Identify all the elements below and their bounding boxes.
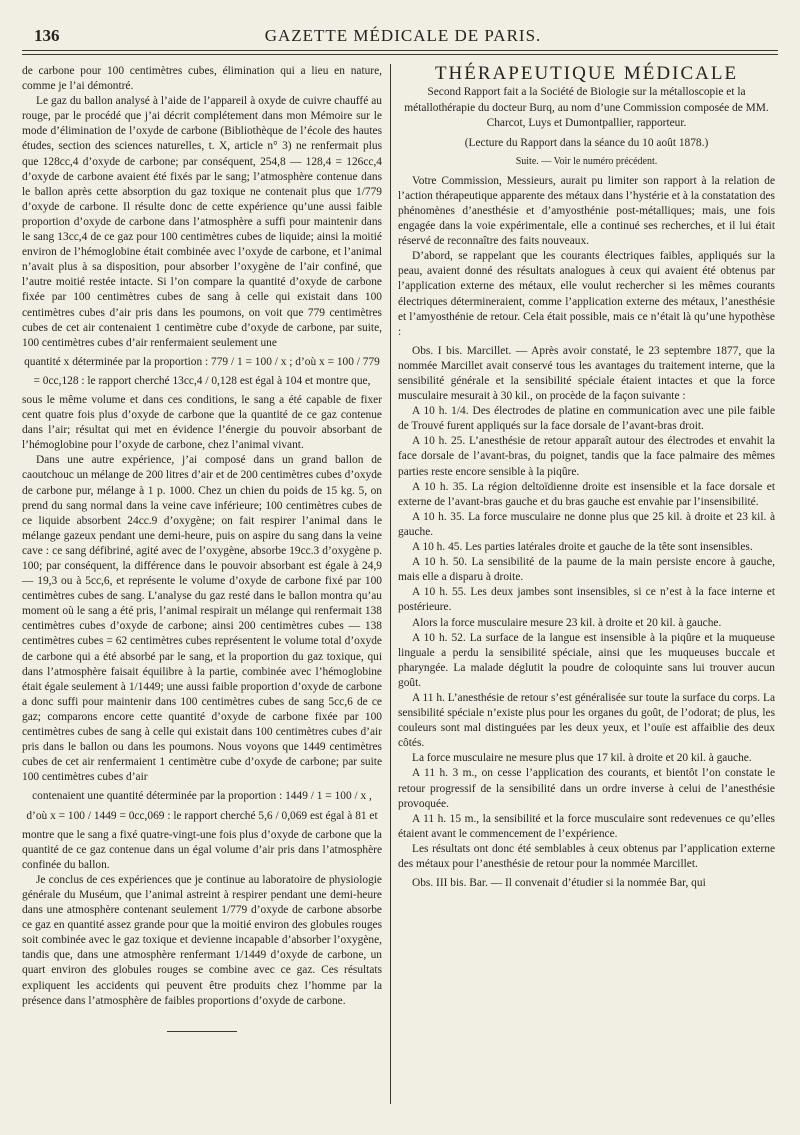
- formula-proportion: contenaient une quantité déterminée par la proportion : 1449 / 1 = 100 / x ,: [32, 790, 372, 803]
- paragraph: A 11 h. L’anesthésie de retour s’est généralisée sur toute la surface du corps. La sensibilité spéciale n’existe plus pour les organes du goût, de l’odorat; de plus, les couleurs sont mal distinguées par les deux yeux, et l’ouïe est affaiblie des deux côtés.: [398, 691, 775, 750]
- paragraph: Les résultats ont donc été semblables à ceux obtenus par l’application externe des métaux pour l’anesthésie de retour pour la nommée Marcillet.: [398, 842, 775, 870]
- paragraph: A 11 h. 15 m., la sensibilité et la force musculaire sont redevenues ce qu’elles étaient avant le commencement de l’expérience.: [398, 812, 775, 840]
- paragraph: A 10 h. 25. L’anesthésie de retour apparaît autour des électrodes et envahit la face dorsale de l’avant-bras, du poignet, tandis que la face palmaire des mêmes parties reste encore sensible à la piqûre.: [398, 435, 775, 478]
- formula-proportion: quantité x déterminée par la proportion : 779 / 1 = 100 / x ; d’où x = 100 / 779: [24, 355, 380, 368]
- observation-heading: Obs. III bis. Bar. — Il convenait d’étudier si la nommée Bar, qui: [412, 877, 706, 890]
- section-title: THÉRAPEUTIQUE MÉDICALE: [434, 63, 739, 84]
- paragraph: A 10 h. 35. La force musculaire ne donne plus que 25 kil. à droite et 23 kil. à gauche.: [398, 510, 775, 538]
- page-number: 136: [34, 26, 60, 45]
- journal-title: GAZETTE MÉDICALE DE PARIS.: [264, 26, 542, 45]
- paragraph: Votre Commission, Messieurs, aurait pu limiter son rapport à la relation de l’action thérapeutique apparente des métaux dans l’hystérie et à la constatation des phénomènes d’anesthésie et d’amyosthénie post-métalliques; mais, une fois engagée dans la voie expérimentale, elle a continué ses recherches, et il lui était réservé de reconnaître des faits nouveaux.: [398, 174, 775, 248]
- formula-ratio: d’où x = 100 / 1449 = 0cc,069 : le rapport cherché 5,6 / 0,069 est égal à 81 et: [26, 809, 378, 822]
- paragraph: Je conclus de ces expériences que je continue au laboratoire de physiologie générale du Muséum, que l’animal astreint à respirer pendant une demi-heure dans une atmosphère contenant seulement 1/779 d’oxyde de carbone absorbe ce gaz en quantité assez grande pour que la moitié environ des globules rouges soit combinée avec le gaz toxique et devienne incapable d’absorber l’oxygène, tandis que, dans une atmosphère renfermant 1/1449 d’oxyde de carbone, un quart environ des globules rouges se combine avec ce gaz. Ces résultats expliquent les accidents qui peuvent être produits chez l’homme par la présence dans l’atmosphère de faibles proportions d’oxyde de carbone.: [22, 873, 382, 1007]
- continuation-note: Suite. — Voir le numéro précédent.: [515, 155, 658, 167]
- header-rule-bottom: [22, 54, 778, 55]
- paragraph: A 11 h. 3 m., on cesse l’application des courants, et bientôt l’on constate le retour progressif de la sensibilité dans un ordre inverse à celui de l’anesthésie provoquée.: [398, 767, 775, 810]
- page-header: [28, 24, 778, 46]
- article-end-rule: [167, 1031, 237, 1032]
- left-column: [22, 64, 382, 1032]
- paragraph: La force musculaire ne mesure plus que 17 kil. à droite et 20 kil. à gauche.: [412, 752, 752, 765]
- paragraph: A 10 h. 45. Les parties latérales droite et gauche de la tête sont insensibles.: [412, 541, 753, 554]
- right-column: [398, 64, 775, 891]
- report-heading: Second Rapport fait a la Société de Biologie sur la métalloscopie et la métallothérapie du docteur Burq, au nom d’une Commission composée de MM. Charcot, Luys et Dumontpallier, rapporteur.: [404, 86, 769, 130]
- paragraph: de carbone pour 100 centimètres cubes, élimination qui a lieu en nature, comme je l’ai démontré.: [22, 65, 382, 93]
- paragraph: sous le même volume et dans ces conditions, le sang a été capable de fixer cent quatre fois plus d’oxyde de carbone que la quantité de ce gaz contenue dans l’air; résultat qui met en évidence l’énergie du pouvoir absorbant de l’hémoglobine pour l’oxyde de carbone, chez l’animal vivant.: [22, 393, 382, 452]
- paragraph: Alors la force musculaire mesure 23 kil. à droite et 20 kil. à gauche.: [412, 616, 722, 629]
- observation-heading: Obs. I bis. Marcillet. — Après avoir constaté, le 23 septembre 1877, que la nommée Marcillet avait conservé tous les avantages du traitement interne, que la sensibilité générale et la sensibilité spéciale étaient intactes et que la force musculaire mesurait à 30 kil., on procède de la façon suivante :: [398, 344, 775, 403]
- formula-ratio: = 0cc,128 : le rapport cherché 13cc,4 / 0,128 est égal à 104 et montre que,: [33, 374, 371, 387]
- paragraph: A 10 h. 50. La sensibilité de la paume de la main persiste encore à gauche, mais elle a disparu à droite.: [398, 556, 775, 584]
- paragraph: A 10 h. 1/4. Des électrodes de platine en communication avec une pile faible de Trouvé furent appliqués sur la face dorsale de l’avant-bras droit.: [398, 405, 775, 433]
- column-divider: [390, 64, 391, 1104]
- paragraph: A 10 h. 35. La région deltoïdienne droite est insensible et la face dorsale et externe de l’avant-bras gauche et du bras gauche est envahie par l’insensibilité.: [398, 480, 775, 508]
- paragraph: Le gaz du ballon analysé à l’aide de l’appareil à oxyde de cuivre chauffé au rouge, par le procédé que j’ai décrit complétement dans mon Mémoire sur le mode d’élimination de l’oxyde de carbone (Bibliothèque de l’école des hautes études, section des sciences naturelles, t. X, article n° 3) ne renfermait plus que 128cc,4 d’oxyde de carbone; par conséquent, 254,8 — 128,4 = 126cc,4 d’oxyde de carbone avaient été fixés par le sang; l’atmosphère contenue dans le ballon après cette absorption du gaz toxique ne contenait plus que 1/779 d’oxyde de carbone. Il résulte donc de cette expérience qu’une aussi faible proportion d’oxyde de carbone dans l’atmosphère a suffi pour maintenir dans le sang 13cc,4 de ce gaz pour 100 centimètres cubes de liquide; ainsi la moitié environ de l’hémoglobine était combinée avec l’oxyde de carbone, et l’animal n’avait plus à sa disposition, pour absorber l’oxygène de l’air confiné, que l’autre moitié restée intacte. Si l’on compare la quantité d’oxyde de carbone fixée par 100 centimètres cubes de sang à celle qui existait dans 100 centimètres cubes d’air pris dans les poumons, on voit que 779 centimètres cubes de cet air contenaient 1 centimètre cube d’oxyde de carbone, par suite, 100 centimètres cubes d’air renfermaient seulement une: [22, 95, 382, 349]
- header-rule-top: [22, 50, 778, 51]
- paragraph: montre que le sang a fixé quatre-vingt-une fois plus d’oxyde de carbone que la quantité de ce gaz contenue dans un égal volume d’air pris dans l’atmosphère confinée du ballon.: [22, 828, 382, 871]
- paragraph: Dans une autre expérience, j’ai composé dans un grand ballon de caoutchouc un mélange de 200 litres d’air et de 200 centimètres cubes d’oxyde de carbone pur, mélange à 1 p. 1000. Chez un chien du poids de 15 kg. 5, on prend du sang normal dans la veine cave inférieure; 100 centimètres cubes de ce liquide absorbent 24cc.9 d’oxygène; on fait respirer l’animal dans le mélange gazeux pendant une demi-heure, puis on aspire du sang dans la veine cave : ce sang défibriné, agité avec de l’oxygène, absorbe 19cc.3 d’oxygène p. 100; par conséquent, la différence dans le pouvoir absorbant est égale à 24,9 — 19,3 ou à 5cc,6, et représente le volume d’oxyde de carbone fixé par 100 centimètres cubes de sang. L’analyse du gaz resté dans le ballon montra qu’au moment où le sang a été pris, l’animal respirait un mélange qui renfermait 138 centimètres cubes d’oxyde de carbone; ainsi 200 centimètres cubes — 138 centimètres cubes = 62 centimètres cubes représentent le volume total d’oxyde de carbone qui a été absorbé par le sang, et la proportion du gaz toxique, qui dans l’atmosphère faisait équilibre à la partie, combinée avec l’hémoglobine était égale seulement à 1/1449; une aussi faible proportion d’oxyde de carbone a donc suffi pour maintenir dans 100 centimètres cubes de sang 5cc,6 de ce gaz; comparons encore cette quantité d’oxyde de carbone fixée par 100 centimètres cubes de sang à celle qui existait dans 100 centimètres cubes d’air pris dans le ballon ou dans les poumons. Nous voyons que 1449 centimètres cubes de cet air renfermaient 1 centimètre cube d’oxyde de carbone; par suite 100 centimètres cubes d’air: [22, 454, 382, 784]
- paragraph: D’abord, se rappelant que les courants électriques faibles, appliqués sur la peau, avaient donné des résultats analogues à ceux qui avaient été obtenus par l’application externe des métaux, elle voulut rechercher si les mêmes courants électriques détermineraient, comme l’application externe des métaux, l’anesthésie et l’amyosthénie de retour. Cela était possible, mais ce n’était là qu’une hypothèse :: [398, 250, 775, 338]
- reading-note: (Lecture du Rapport dans la séance du 10 août 1878.): [464, 136, 709, 149]
- paragraph: A 10 h. 52. La surface de la langue est insensible à la piqûre et la muqueuse linguale a perdu la sensibilité spéciale, ainsi que les muqueuses buccale et pharyngée. La malade déglutit la poudre de coloquinte sans lui trouver aucun goût.: [398, 631, 775, 689]
- paragraph: A 10 h. 55. Les deux jambes sont insensibles, si ce n’est à la face interne et postérieure.: [398, 586, 775, 614]
